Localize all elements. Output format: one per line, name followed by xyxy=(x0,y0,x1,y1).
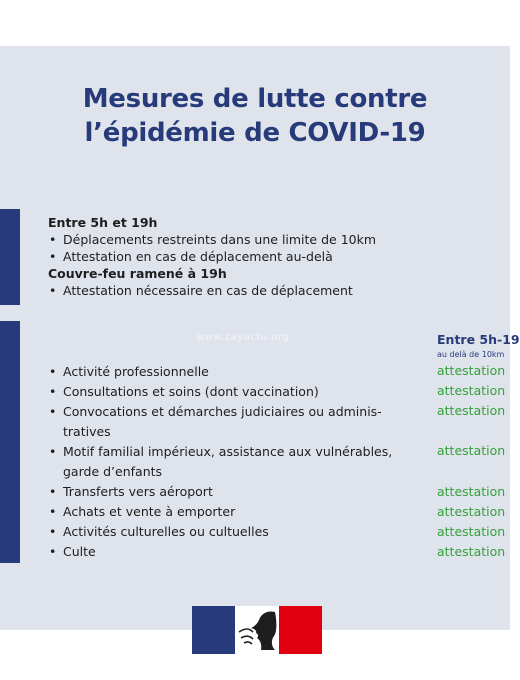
page-title xyxy=(0,82,510,150)
marianne-profile-icon xyxy=(235,606,279,654)
section1-heading-2: Couvre-feu ramené à 19h xyxy=(48,266,227,281)
section1-item: • Attestation nécessaire en cas de déplacement xyxy=(48,282,376,299)
section-daytime-rules xyxy=(48,214,376,299)
attestation-label: attestation xyxy=(437,363,506,378)
flag-white-band xyxy=(235,606,279,654)
column-heading: Entre 5h-19 xyxy=(437,332,520,347)
section1-accent-bar xyxy=(0,209,20,305)
motif-item: • Convocations et démarches judiciaires ou adminis-tratives xyxy=(48,402,410,442)
attestation-label: attestation xyxy=(437,504,506,519)
column-subheading: au delà de 10km xyxy=(437,350,505,359)
attestation-label: attestation xyxy=(437,524,506,539)
watermark: www.zayactu.org xyxy=(196,332,290,343)
section-motifs-list xyxy=(48,362,410,562)
marianne-flag-logo xyxy=(192,606,322,654)
section1-item: • Déplacements restreints dans une limite de 10km xyxy=(48,231,376,248)
attestation-label: attestation xyxy=(437,403,506,418)
motif-item: • Consultations et soins (dont vaccination) xyxy=(48,382,410,402)
attestation-label: attestation xyxy=(437,544,506,559)
section1-item: • Attestation en cas de déplacement au-delà xyxy=(48,248,376,265)
motif-item: • Activités culturelles ou cultuelles xyxy=(48,522,410,542)
attestation-label: attestation xyxy=(437,443,506,458)
title-line-2: l’épidémie de COVID-19 xyxy=(84,118,426,148)
motif-item: • Transferts vers aéroport xyxy=(48,482,410,502)
motif-item: • Activité professionnelle xyxy=(48,362,410,382)
section2-accent-bar xyxy=(0,321,20,563)
attestation-label: attestation xyxy=(437,383,506,398)
motif-item: • Culte xyxy=(48,542,410,562)
flag-blue-band xyxy=(192,606,235,654)
motif-item: • Achats et vente à emporter xyxy=(48,502,410,522)
title-line-1: Mesures de lutte contre xyxy=(82,84,428,114)
section1-heading-1: Entre 5h et 19h xyxy=(48,215,158,230)
attestation-label: attestation xyxy=(437,484,506,499)
flag-red-band xyxy=(279,606,322,654)
motif-item: • Motif familial impérieux, assistance aux vulnérables, garde d’enfants xyxy=(48,442,410,482)
